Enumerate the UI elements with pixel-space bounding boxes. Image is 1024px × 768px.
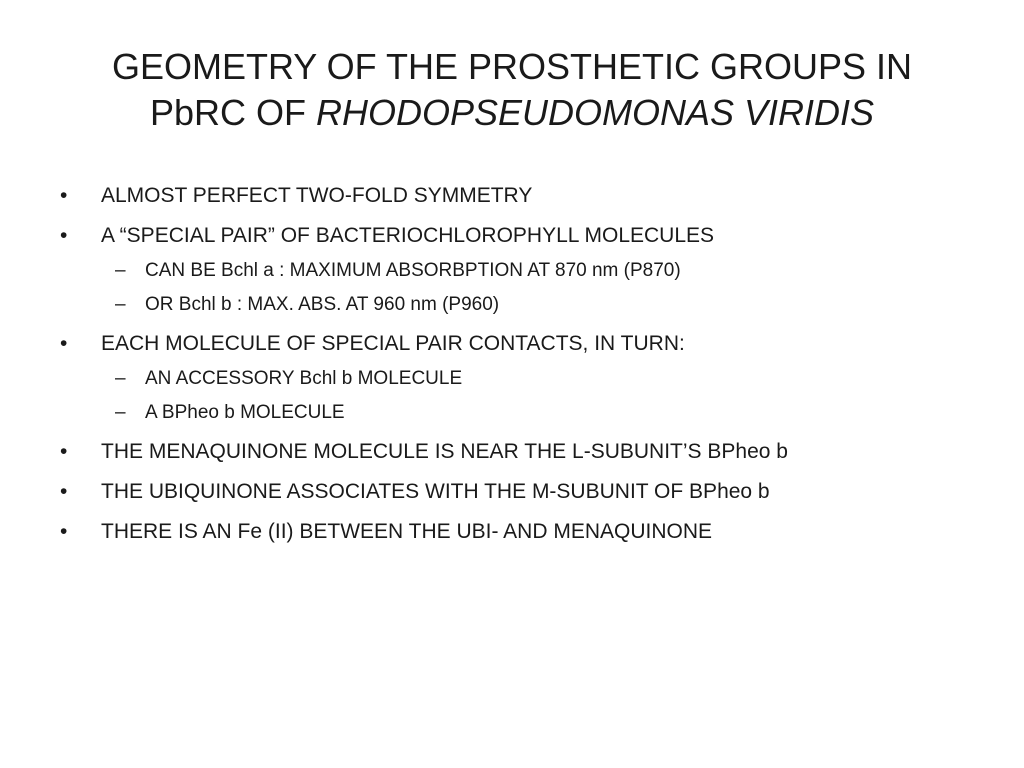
bullet-marker: • <box>60 480 68 503</box>
sub-bullet-item <box>60 368 960 390</box>
bullet-text: THERE IS AN Fe (II) BETWEEN THE UBI- AND MENAQUINONE <box>101 520 713 543</box>
bullet-item <box>60 480 960 504</box>
bullet-marker: • <box>60 184 68 207</box>
bullet-text: EACH MOLECULE OF SPECIAL PAIR CONTACTS, IN TURN: <box>101 332 685 355</box>
slide-title-line1: GEOMETRY OF THE PROSTHETIC GROUPS IN <box>111 46 913 87</box>
bullet-marker: • <box>60 332 68 355</box>
sub-bullet-item <box>60 402 960 424</box>
sub-bullet-text: AN ACCESSORY Bchl b MOLECULE <box>145 368 463 389</box>
sub-bullet-item <box>60 294 960 316</box>
dash-marker: – <box>115 294 126 315</box>
bullet-marker: • <box>60 224 68 247</box>
sub-bullet-text: CAN BE Bchl a : MAXIMUM ABSORBPTION AT 870 nm (P870) <box>145 260 681 281</box>
dash-marker: – <box>115 368 126 389</box>
bullet-item <box>60 520 960 544</box>
bullet-text: A “SPECIAL PAIR” OF BACTERIOCHLOROPHYLL MOLECULES <box>101 224 715 247</box>
bullet-text: ALMOST PERFECT TWO-FOLD SYMMETRY <box>101 184 533 207</box>
dash-marker: – <box>115 260 126 281</box>
sub-bullet-text: A BPheo b MOLECULE <box>145 402 345 423</box>
bullet-list <box>60 184 960 560</box>
bullet-text: THE UBIQUINONE ASSOCIATES WITH THE M-SUBUNIT OF BPheo b <box>101 480 770 503</box>
bullet-item <box>60 440 960 464</box>
bullet-item <box>60 184 960 208</box>
bullet-item <box>60 224 960 248</box>
slide-title-line2-plain: PbRC OF <box>149 92 316 133</box>
slide-title <box>60 44 964 136</box>
bullet-item <box>60 332 960 356</box>
dash-marker: – <box>115 402 126 423</box>
slide-title-line2-italic: RHODOPSEUDOMONAS VIRIDIS <box>315 92 875 133</box>
bullet-marker: • <box>60 440 68 463</box>
sub-bullet-text: OR Bchl b : MAX. ABS. AT 960 nm (P960) <box>145 294 500 315</box>
bullet-text: THE MENAQUINONE MOLECULE IS NEAR THE L-SUBUNIT’S BPheo b <box>101 440 788 463</box>
bullet-marker: • <box>60 520 68 543</box>
sub-bullet-item <box>60 260 960 282</box>
